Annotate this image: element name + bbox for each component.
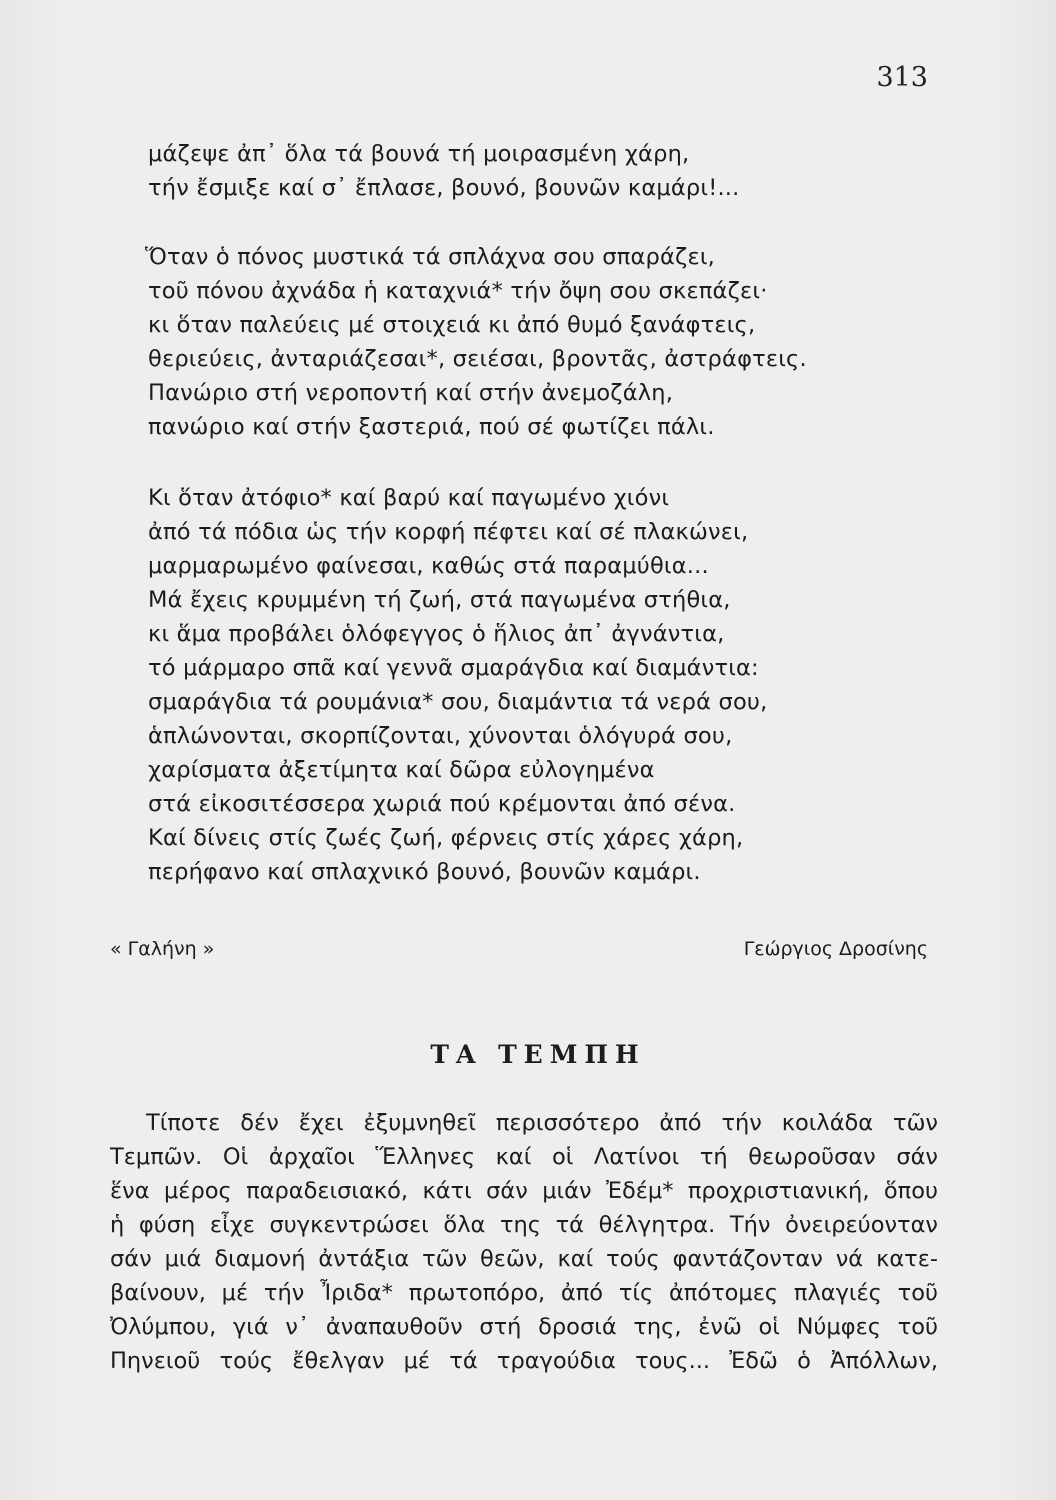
poem-line: στά εἰκοσιτέσσερα χωριά πού κρέμονται ἀπό σένα.: [148, 791, 736, 817]
poem-line: Κι ὅταν ἀτόφιο* καί βαρύ καί παγωμένο χιόνι: [148, 485, 670, 511]
paragraph-line: Τίποτε δέν ἔχει ἐξυμνηθεῖ περισσότερο ἀπό τήν κοιλάδα τῶν: [146, 1110, 938, 1136]
paragraph-line: Τεμπῶν. Οἱ ἀρχαῖοι Ἕλληνες καί οἱ Λατίνοι τή θεωροῦσαν σάν: [110, 1144, 938, 1170]
poem-line: κι ὅταν παλεύεις μέ στοιχειά κι ἀπό θυμό ξανάφτεις,: [148, 312, 756, 338]
poem-line: σμαράγδια τά ρουμάνια* σου, διαμάντια τά νερά σου,: [148, 689, 768, 715]
poem-line: χαρίσματα ἀξετίμητα καί δῶρα εὐλογημένα: [148, 757, 655, 783]
poem-line: Ὅταν ὁ πόνος μυστικά τά σπλάχνα σου σπαράζει,: [145, 244, 715, 270]
paragraph-line: Πηνειοῦ τούς ἔθελγαν μέ τά τραγούδια τους... Ἐδῶ ὁ Ἀπόλλων,: [110, 1348, 938, 1374]
poem-author: Γεώργιος Δροσίνης: [743, 938, 928, 960]
poem-source: « Γαλήνη »: [110, 938, 215, 960]
poem-line: κι ἅμα προβάλει ὁλόφεγγος ὁ ἥλιος ἀπ᾿ ἀγνάντια,: [148, 621, 725, 647]
poem-line: Μά ἔχεις κρυμμένη τή ζωή, στά παγωμένα στήθια,: [148, 587, 731, 613]
poem-line: ἀπό τά πόδια ὡς τήν κορφή πέφτει καί σέ πλακώνει,: [148, 519, 749, 545]
poem-line: ἁπλώνονται, σκορπίζονται, χύνονται ὁλόγυρά σου,: [148, 723, 733, 749]
poem-line: πανώριο καί στήν ξαστεριά, πού σέ φωτίζει πάλι.: [148, 414, 715, 440]
poem-line: Καί δίνεις στίς ζωές ζωή, φέρνεις στίς χάρες χάρη,: [148, 825, 744, 851]
poem-line: τό μάρμαρο σπᾶ καί γεννᾶ σμαράγδια καί διαμάντια:: [148, 655, 759, 681]
page-number: 313: [876, 62, 928, 93]
paragraph-line: βαίνουν, μέ τήν Ἶριδα* πρωτοπόρο, ἀπό τίς ἀπότομες πλαγιές τοῦ: [110, 1280, 938, 1306]
poem-line: Πανώριο στή νεροποντή καί στήν ἀνεμοζάλη,: [148, 380, 674, 406]
poem-line: θεριεύεις, ἀνταριάζεσαι*, σειέσαι, βροντᾶς, ἀστράφτεις.: [148, 346, 807, 372]
poem-line: μάζεψε ἀπ᾿ ὅλα τά βουνά τή μοιρασμένη χάρη,: [148, 141, 690, 167]
section-title: ΤΑ ΤΕΜΠΗ: [430, 1040, 646, 1069]
poem-line: περήφανο καί σπλαχνικό βουνό, βουνῶν καμάρι.: [148, 859, 701, 885]
paragraph-line: ἕνα μέρος παραδεισιακό, κάτι σάν μιάν Ἐδέμ* προχριστιανική, ὅπου: [110, 1178, 938, 1204]
poem-line: τήν ἔσμιξε καί σ᾿ ἔπλασε, βουνό, βουνῶν καμάρι!...: [148, 175, 740, 201]
paragraph-line: ἡ φύση εἶχε συγκεντρώσει ὅλα της τά θέλγητρα. Τήν ὀνειρεύονταν: [110, 1212, 938, 1238]
paragraph-line: Ὀλύμπου, γιά ν᾿ ἀναπαυθοῦν στή δροσιά της, ἐνῶ οἱ Νύμφες τοῦ: [110, 1314, 938, 1340]
paragraph-line: σάν μιά διαμονή ἀντάξια τῶν θεῶν, καί τούς φαντάζονταν νά κατε-: [110, 1246, 938, 1272]
poem-line: μαρμαρωμένο φαίνεσαι, καθώς στά παραμύθια...: [148, 553, 709, 579]
poem-line: τοῦ πόνου ἀχνάδα ἡ καταχνιά* τήν ὄψη σου σκεπάζει·: [148, 278, 768, 304]
